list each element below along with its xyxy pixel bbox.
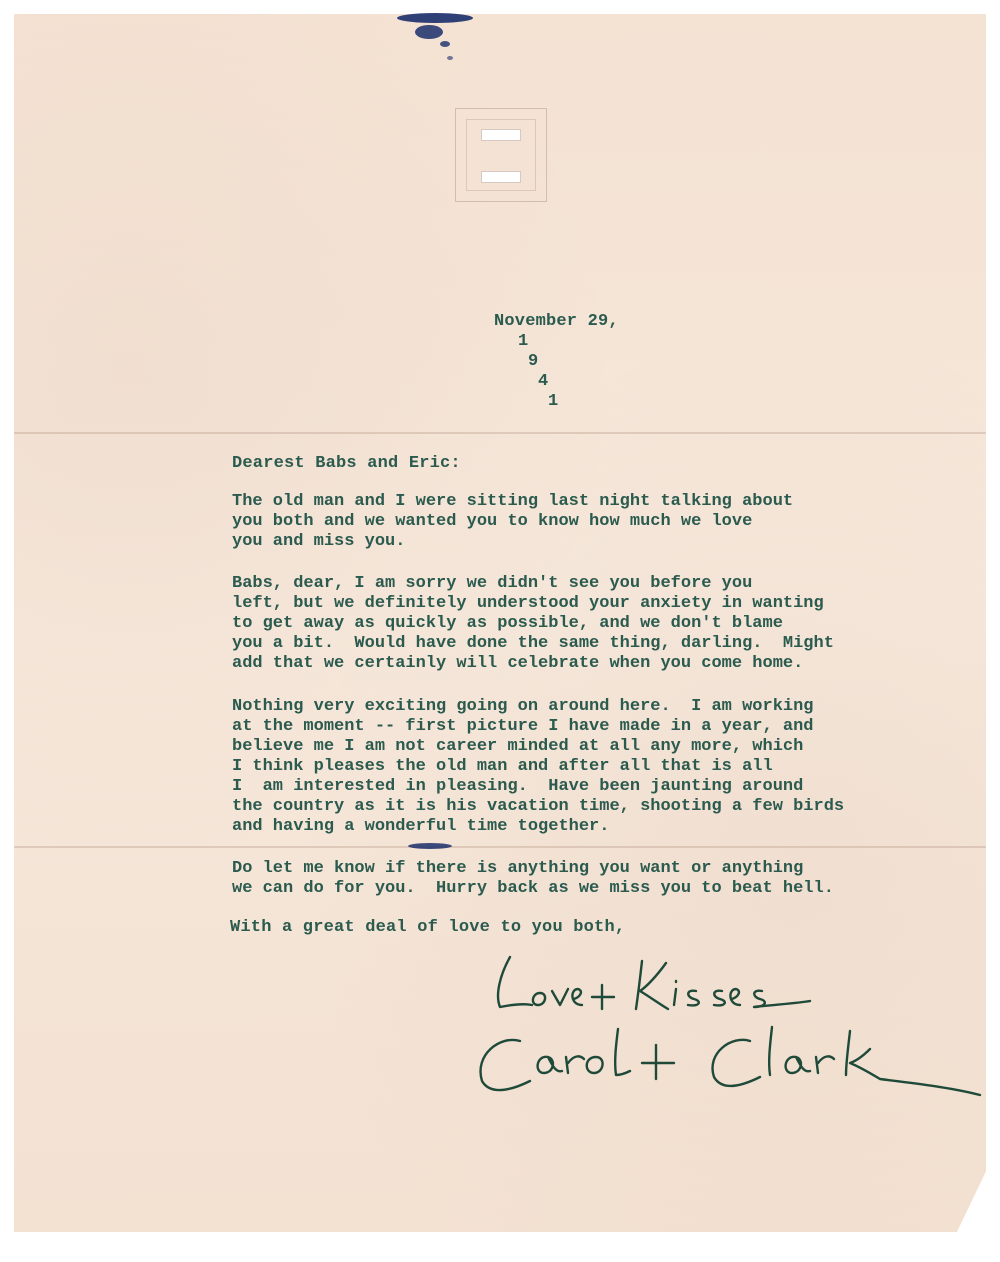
paragraph-line: Babs, dear, I am sorry we didn't see you before you	[232, 574, 753, 593]
paragraph-line: at the moment -- first picture I have made in a year, and	[232, 717, 814, 736]
paragraph-line: I think pleases the old man and after all that is all	[232, 757, 773, 776]
letterhead-slot-bottom	[481, 171, 521, 183]
year-digit: 1	[548, 392, 559, 411]
letterhead-slot-top	[481, 129, 521, 141]
ink-blot-top	[395, 10, 495, 65]
paragraph-line: The old man and I were sitting last night talking about	[232, 492, 794, 511]
paper-fold-lower	[14, 846, 986, 848]
year-digit: 1	[518, 332, 529, 351]
year-digit: 4	[538, 372, 549, 391]
paragraph-line: the country as it is his vacation time, shooting a few birds	[232, 797, 845, 816]
date-line: November 29,	[494, 312, 619, 331]
paragraph-line: you both and we wanted you to know how much we love	[232, 512, 753, 531]
paragraph-1	[232, 492, 793, 552]
paragraph-line: to get away as quickly as possible, and we don't blame	[232, 614, 783, 633]
ink-blot-fold	[395, 840, 465, 854]
paragraph-4	[232, 859, 834, 899]
paragraph-line: left, but we definitely understood your anxiety in wanting	[232, 594, 824, 613]
handwritten-signature	[470, 945, 985, 1105]
paragraph-line: and having a wonderful time together.	[232, 817, 610, 836]
embossed-letterhead	[455, 108, 547, 202]
paragraph-line: I am interested in pleasing. Have been jaunting around	[232, 777, 804, 796]
paragraph-line: add that we certainly will celebrate when you come home.	[232, 654, 804, 673]
paragraph-2	[232, 574, 834, 674]
paragraph-line: we can do for you. Hurry back as we miss you to beat hell.	[232, 879, 834, 898]
paper-fold-upper	[14, 432, 986, 434]
paragraph-line: Nothing very exciting going on around here. I am working	[232, 697, 814, 716]
paragraph-line: believe me I am not career minded at all any more, which	[232, 737, 804, 756]
salutation: Dearest Babs and Eric:	[232, 454, 461, 473]
paragraph-line: Do let me know if there is anything you want or anything	[232, 859, 804, 878]
closing-line: With a great deal of love to you both,	[230, 918, 626, 937]
paragraph-line: you a bit. Would have done the same thing, darling. Might	[232, 634, 834, 653]
paragraph-line: you and miss you.	[232, 532, 406, 551]
year-digit: 9	[528, 352, 539, 371]
paragraph-3	[232, 697, 844, 837]
